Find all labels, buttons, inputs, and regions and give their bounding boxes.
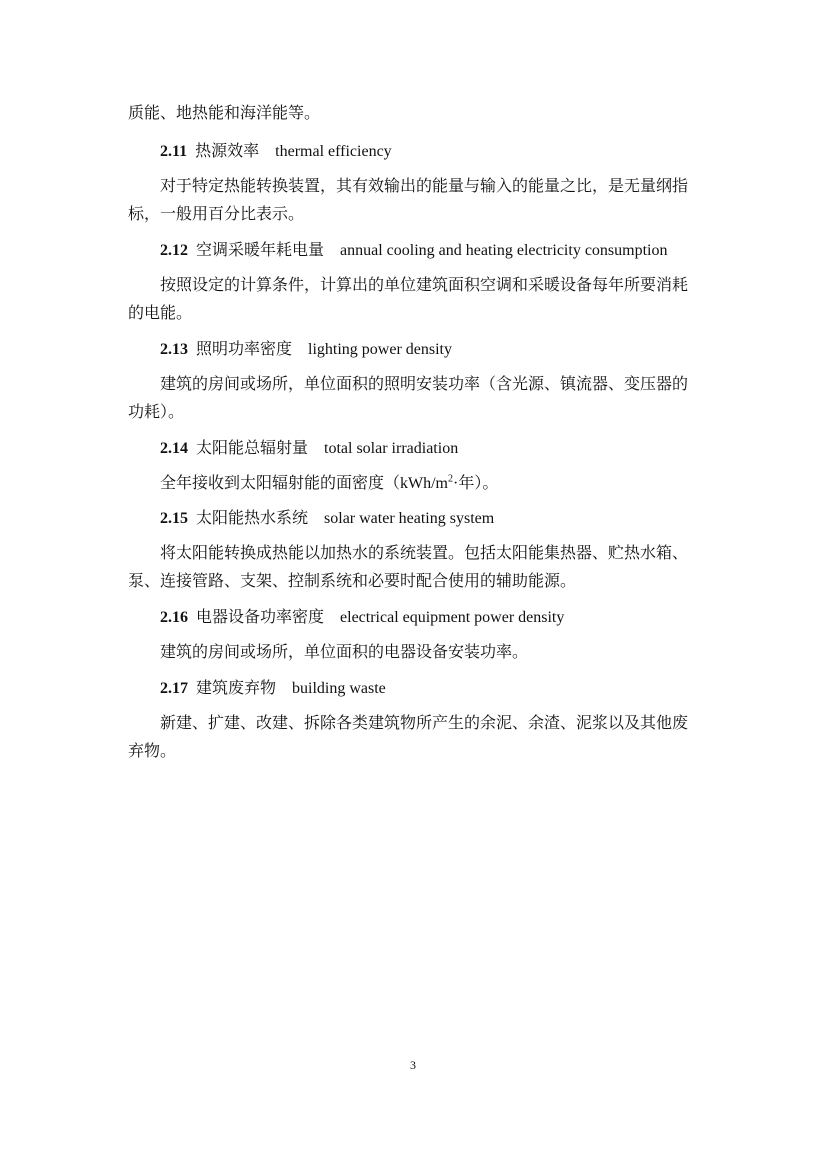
term-number: 2.14 [160, 440, 188, 457]
term-number: 2.13 [160, 341, 188, 358]
intro-tail-text: 质能、地热能和海洋能等。 [128, 105, 321, 122]
term-definition-line: 对于特定热能转换装置，其有效输出的能量与输入的能量之比，是无量纲指 [160, 178, 689, 195]
term-zh: 太阳能总辐射量 [196, 440, 309, 457]
term-heading-2-11 [160, 142, 392, 162]
term-zh: 照明功率密度 [196, 341, 293, 358]
term-heading-2-14 [160, 439, 458, 459]
term-number: 2.15 [160, 510, 188, 527]
definition-text: ·年）。 [453, 475, 499, 492]
term-definition-line: 的电能。 [128, 305, 193, 322]
term-definition-line: 泵、连接管路、支架、控制系统和必要时配合使用的辅助能源。 [128, 573, 577, 590]
term-zh: 热源效率 [195, 143, 260, 160]
term-heading-2-17 [160, 679, 386, 699]
term-definition-line: 建筑的房间或场所，单位面积的照明安装功率（含光源、镇流器、变压器的 [160, 376, 689, 393]
term-en: thermal efficiency [275, 143, 392, 160]
term-definition-line: 功耗）。 [128, 404, 185, 421]
term-definition-line: 弃物。 [128, 743, 177, 760]
superscript: 2 [448, 473, 453, 485]
term-number: 2.17 [160, 680, 188, 697]
term-heading-2-12 [160, 241, 667, 261]
term-zh: 太阳能热水系统 [196, 510, 309, 527]
term-en: building waste [292, 680, 386, 697]
term-en: solar water heating system [324, 510, 495, 527]
term-definition-line: 标，一般用百分比表示。 [128, 206, 305, 223]
term-definition-line: 建筑的房间或场所，单位面积的电器设备安装功率。 [160, 644, 529, 661]
term-en: electrical equipment power density [340, 609, 565, 626]
term-definition-line: 将太阳能转换成热能以加热水的系统装置。包括太阳能集热器、贮热水箱、 [160, 545, 689, 562]
term-zh: 空调采暖年耗电量 [196, 242, 325, 259]
term-en: total solar irradiation [324, 440, 459, 457]
term-heading-2-13 [160, 340, 452, 360]
term-heading-2-15 [160, 509, 494, 529]
term-definition-line: 按照设定的计算条件，计算出的单位建筑面积空调和采暖设备每年所要消耗 [160, 277, 689, 294]
term-definition-line: 新建、扩建、改建、拆除各类建筑物所产生的余泥、余渣、泥浆以及其他废 [160, 715, 689, 732]
term-definition-line [160, 474, 498, 494]
term-en: lighting power density [308, 341, 452, 358]
term-zh: 建筑废弃物 [196, 680, 277, 697]
definition-text: 全年接收到太阳辐射能的面密度（kWh/m [160, 475, 448, 492]
term-number: 2.12 [160, 242, 188, 259]
term-zh: 电器设备功率密度 [196, 609, 325, 626]
term-number: 2.16 [160, 609, 188, 626]
term-number: 2.11 [160, 143, 188, 160]
term-en: annual cooling and heating electricity consumption [340, 242, 668, 259]
term-heading-2-16 [160, 608, 564, 628]
page-number: 3 [410, 1058, 416, 1072]
